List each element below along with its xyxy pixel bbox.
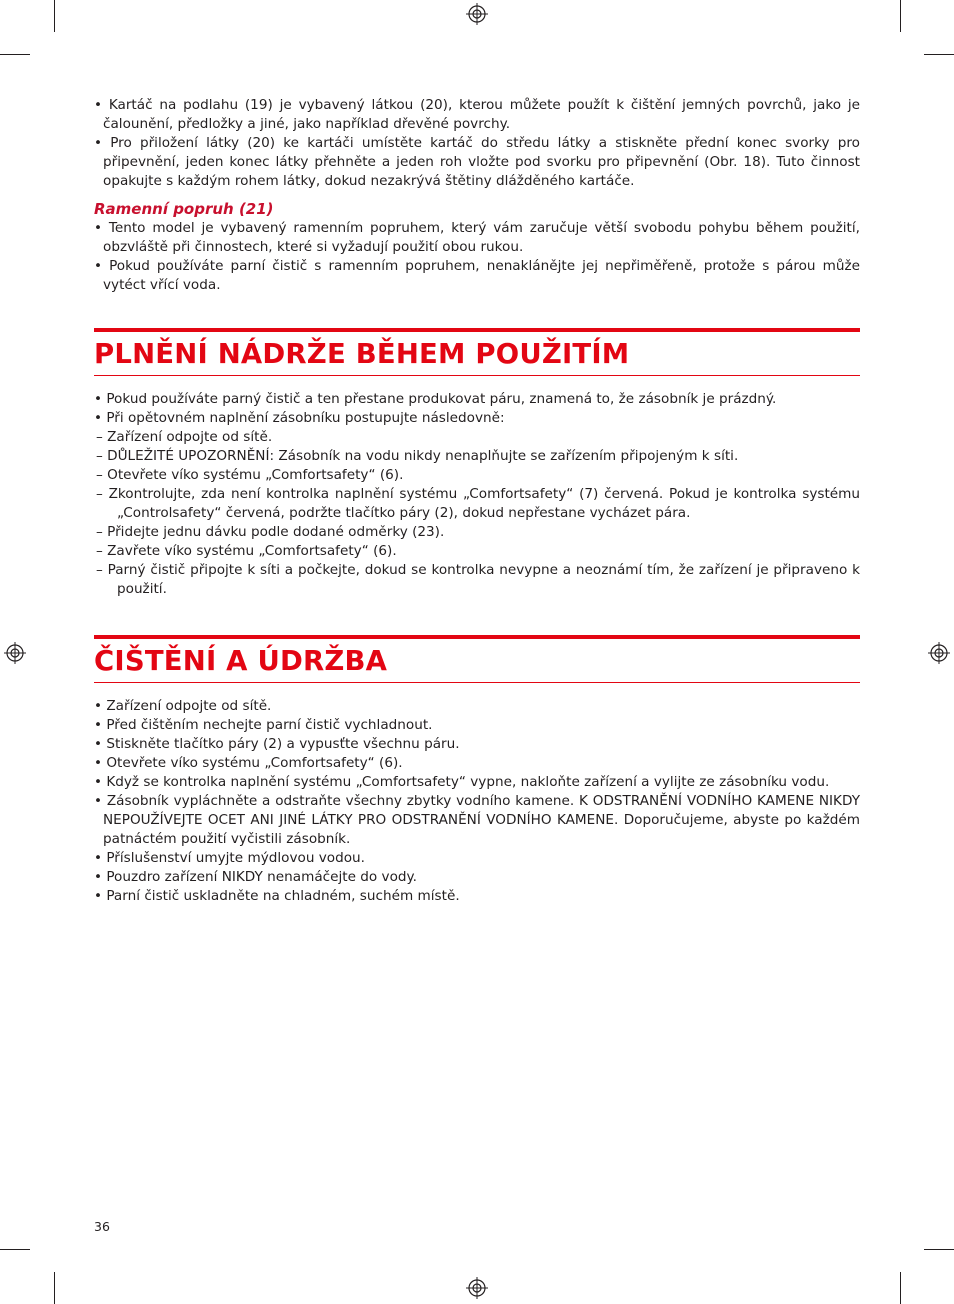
page-content bbox=[94, 96, 860, 906]
crop-mark-bottom-left-horizontal bbox=[0, 1249, 30, 1250]
section-title-refill: PLNĚNÍ NÁDRŽE BĚHEM POUŽITÍM bbox=[94, 328, 860, 376]
cleaning-item: • Stiskněte tlačítko páry (2) a vypusťte všechnu páru. bbox=[94, 736, 460, 752]
crop-mark-bottom-right-horizontal bbox=[924, 1249, 954, 1250]
refill-step: – Zavřete víko systému „Comfortsafety“ (6). bbox=[96, 543, 397, 559]
refill-step: – Zkontrolujte, zda není kontrolka naplnění systému „Comfortsafety“ (7) červená. Pokud je kontrolka systému „Controlsafety“ červená, podržte tlačítko páry (2), dokud nepřestane vycházet pára. bbox=[96, 486, 860, 521]
refill-step: – Zařízení odpojte od sítě. bbox=[96, 429, 273, 445]
refill-section bbox=[94, 390, 860, 599]
refill-paragraph-1: • Pokud používáte parný čistič a ten přestane produkovat páru, znamená to, že zásobník je prázdný. bbox=[94, 391, 777, 407]
section-title-cleaning: ČIŠTĚNÍ A ÚDRŽBA bbox=[94, 635, 860, 683]
crop-mark-top-left-horizontal bbox=[0, 54, 30, 55]
crop-mark-bottom-right-vertical bbox=[900, 1272, 901, 1304]
refill-step: – Parný čistič připojte k síti a počkejte, dokud se kontrolka nevypne a neoznámí tím, že zařízení je připraveno k použití. bbox=[96, 562, 860, 597]
cleaning-item: • Otevřete víko systému „Comfortsafety“ (6). bbox=[94, 755, 403, 771]
cleaning-item: • Příslušenství umyjte mýdlovou vodou. bbox=[94, 850, 365, 866]
cleaning-item: • Zásobník vypláchněte a odstraňte všechny zbytky vodního kamene. K ODSTRANĚNÍ VODNÍHO KAMENE NIKDY NEPOUŽÍVEJTE OCET ANI JINÉ LÁTKY PRO ODSTRANĚNÍ VODNÍHO KAMENE. Doporučujeme, abyste po každém patnáctém použití vyčistili zásobník. bbox=[94, 793, 860, 847]
cloth-attach-paragraph: • Pro přiložení látky (20) ke kartáči umístěte kartáč do středu látky a stiskněte přední konec svorky pro připevnění, jeden konec látky přehněte a jeden roh vložte pod svorku pro připevnění (Obr. 18). Tuto činnost opakujte s každým rohem látky, dokud nezakrývá štětiny dlážděného kartáče. bbox=[94, 135, 860, 189]
shoulder-strap-section bbox=[94, 219, 860, 295]
floor-brush-section bbox=[94, 96, 860, 191]
cleaning-item: • Pouzdro zařízení NIKDY nenamáčejte do vody. bbox=[94, 869, 417, 885]
refill-step: – Přidejte jednu dávku podle dodané odměrky (23). bbox=[96, 524, 445, 540]
registration-mark-right-icon bbox=[928, 642, 950, 664]
floor-brush-paragraph: • Kartáč na podlahu (19) je vybavený látkou (20), kterou můžete použít k čištění jemných povrchů, jako je čalounění, předložky a jiné, jako například dřevěné povrchy. bbox=[94, 97, 860, 132]
crop-mark-top-right-vertical bbox=[900, 0, 901, 32]
cleaning-item: • Parní čistič uskladněte na chladném, suchém místě. bbox=[94, 888, 460, 904]
cleaning-section bbox=[94, 697, 860, 906]
crop-mark-bottom-left-vertical bbox=[54, 1272, 55, 1304]
crop-mark-top-left-vertical bbox=[54, 0, 55, 32]
refill-paragraph-2: • Při opětovném naplnění zásobníku postupujte následovně: bbox=[94, 410, 505, 426]
cleaning-item: • Když se kontrolka naplnění systému „Comfortsafety“ vypne, nakloňte zařízení a vylijte ze zásobníku vodu. bbox=[94, 774, 830, 790]
strap-paragraph-2: • Pokud používáte parní čistič s ramenním popruhem, nenaklánějte jej nepřiměřeně, protože s párou může vytéct vřící voda. bbox=[94, 258, 860, 293]
page-number: 36 bbox=[94, 1219, 110, 1234]
crop-mark-top-right-horizontal bbox=[924, 54, 954, 55]
shoulder-strap-heading: Ramenní popruh (21) bbox=[94, 200, 274, 218]
registration-mark-bottom-icon bbox=[466, 1277, 488, 1299]
registration-mark-top-icon bbox=[466, 3, 488, 25]
registration-mark-left-icon bbox=[4, 642, 26, 664]
cleaning-item: • Zařízení odpojte od sítě. bbox=[94, 698, 272, 714]
cleaning-item: • Před čištěním nechejte parní čistič vychladnout. bbox=[94, 717, 433, 733]
strap-paragraph-1: • Tento model je vybavený ramenním popruhem, který vám zaručuje větší svobodu pohybu během použití, obzvláště při činnostech, které si vyžadují použití obou rukou. bbox=[94, 220, 860, 255]
refill-step: – DŮLEŽITÉ UPOZORNĚNÍ: Zásobník na vodu nikdy nenaplňujte se zařízením připojeným k síti. bbox=[96, 448, 739, 464]
refill-step: – Otevřete víko systému „Comfortsafety“ (6). bbox=[96, 467, 404, 483]
